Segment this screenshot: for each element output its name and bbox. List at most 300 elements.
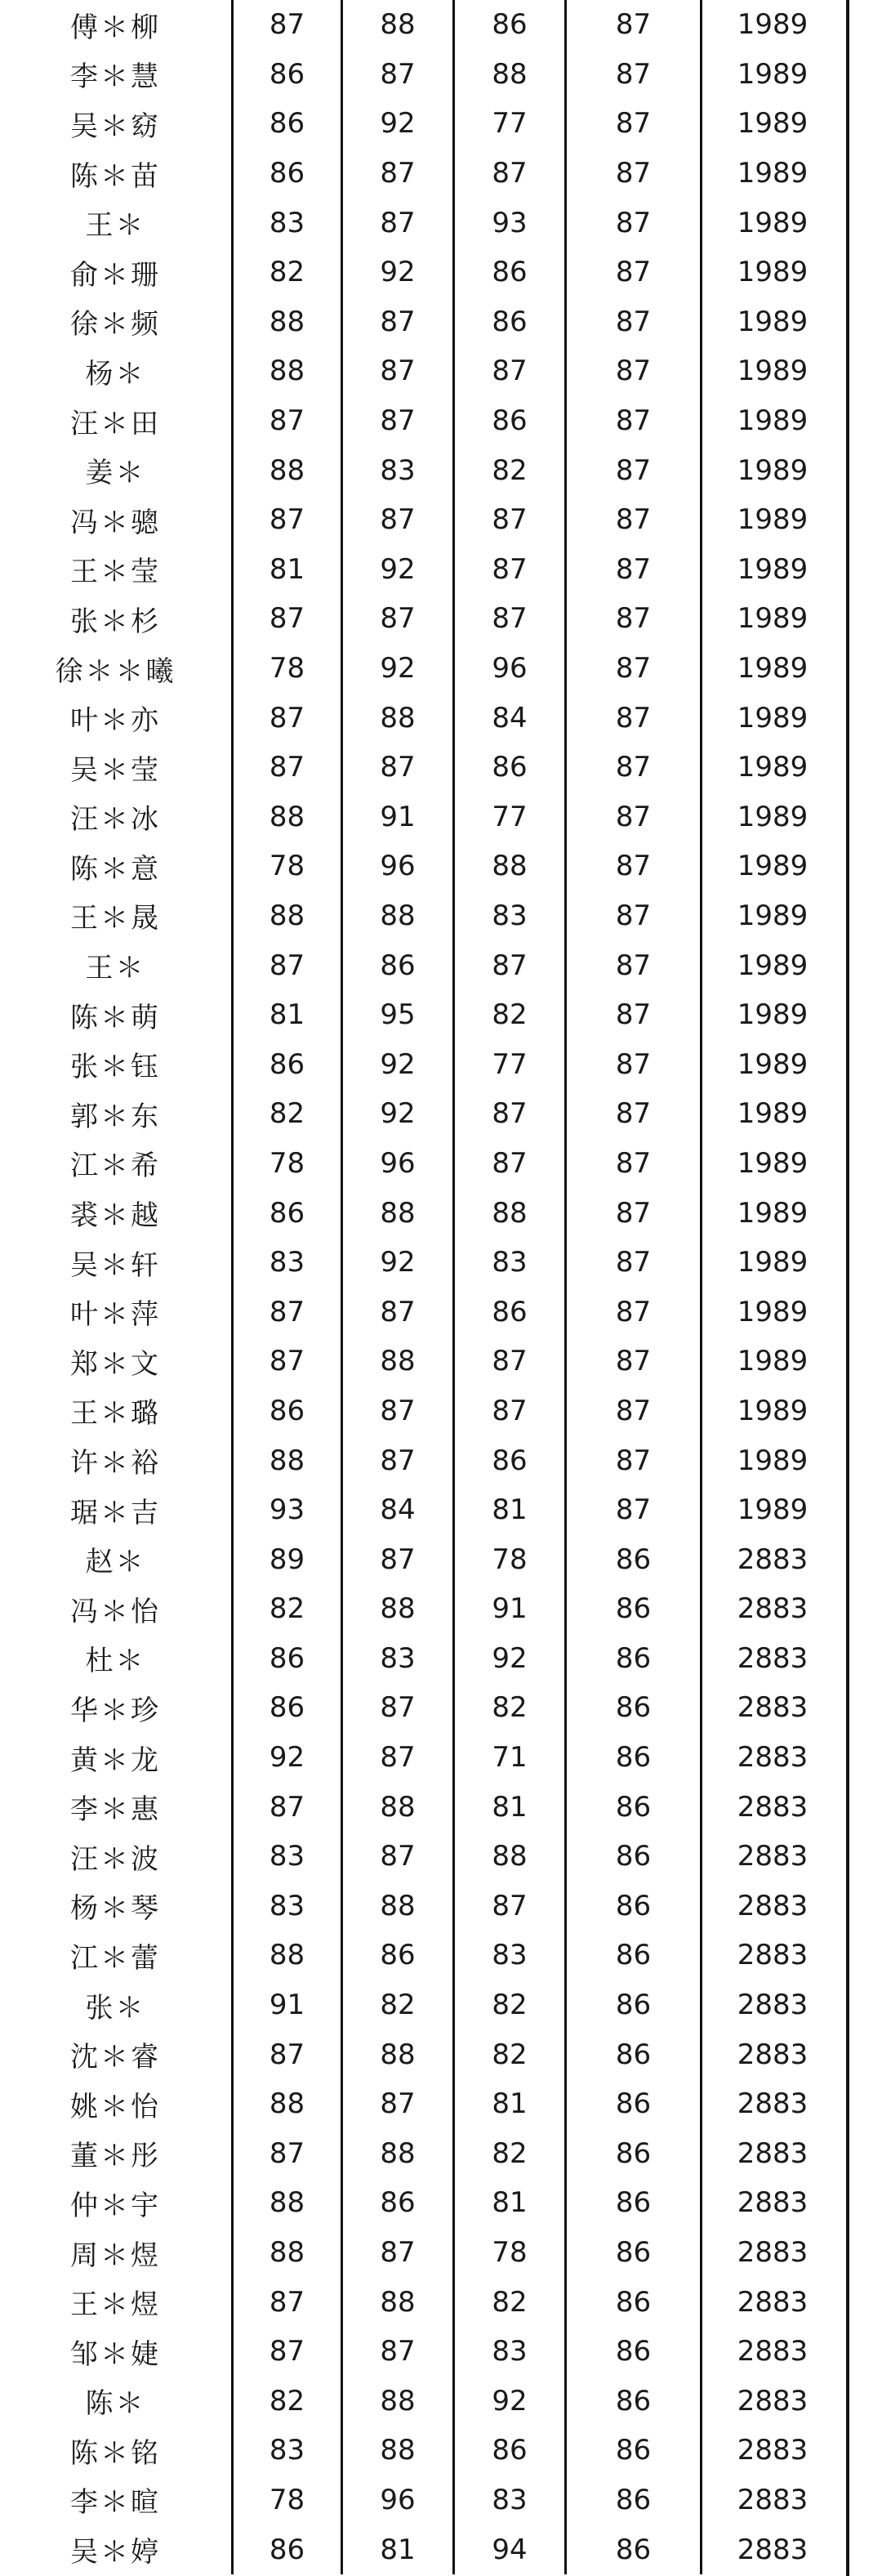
student-name-cell: 裘＊越 [0,1188,234,1238]
rank-cell: 2883 [737,1741,808,1775]
score-2-cell: 88 [343,2377,455,2426]
table-row [0,2029,846,2079]
score-1-cell: 78 [234,644,343,694]
table-row [0,842,846,891]
rank-cell: 1989 [737,8,808,42]
score-3-cell: 82 [455,2129,567,2179]
table-row [0,1782,846,1832]
score-2-cell: 87 [343,495,455,545]
table-row [0,743,846,792]
student-name-cell: 陈＊萌 [0,990,234,1040]
student-name-cell: 仲＊宇 [0,2178,234,2228]
rank-cell: 2883 [737,2335,808,2368]
score-2-cell: 87 [343,1534,455,1584]
average-score-cell: 87 [567,842,702,891]
rank-cell: 1989 [737,355,808,388]
rank-cell: 2883 [737,2186,808,2220]
average-score-cell: 87 [567,891,702,941]
score-2-cell: 87 [343,1287,455,1337]
average-score-cell: 87 [567,693,702,743]
score-1-cell: 78 [234,1139,343,1189]
score-1-cell: 88 [234,346,343,396]
table-row [0,1931,846,1980]
score-2-cell: 86 [343,2178,455,2228]
score-2-cell: 87 [343,2228,455,2278]
average-score-cell: 86 [567,1534,702,1584]
student-name-cell: 张＊杉 [0,594,234,644]
table-row [0,1287,846,1337]
score-3-cell: 87 [455,1139,567,1189]
table-row [0,2426,846,2476]
average-score-cell: 86 [567,1782,702,1832]
table-row [0,940,846,990]
rank-cell: 2883 [737,1840,808,1873]
score-1-cell: 86 [234,1188,343,1238]
student-name-cell: 叶＊亦 [0,693,234,743]
student-name-cell: 徐＊＊曦 [0,644,234,694]
score-3-cell: 83 [455,2476,567,2525]
score-3-cell: 87 [455,1089,567,1139]
student-name-cell: 吴＊窈 [0,99,234,149]
score-2-cell: 84 [343,1485,455,1535]
score-2-cell: 92 [343,248,455,297]
table-row [0,2277,846,2327]
score-1-cell: 88 [234,445,343,495]
score-1-cell: 87 [234,0,343,50]
student-name-cell: 王＊璐 [0,1386,234,1436]
score-2-cell: 88 [343,1188,455,1238]
table-row [0,1089,846,1139]
table-row [0,2525,846,2574]
average-score-cell: 86 [567,2377,702,2426]
rank-cell: 1989 [737,850,808,883]
score-1-cell: 82 [234,248,343,297]
score-1-cell: 88 [234,2178,343,2228]
table-row [0,2079,846,2129]
student-name-cell: 陈＊苗 [0,149,234,199]
score-1-cell: 86 [234,1683,343,1733]
rank-cell: 1989 [737,1493,808,1527]
average-score-cell: 86 [567,1980,702,2030]
table-row [0,0,846,50]
score-1-cell: 78 [234,2476,343,2525]
average-score-cell: 87 [567,545,702,595]
score-2-cell: 92 [343,1238,455,1288]
average-score-cell: 86 [567,2178,702,2228]
score-2-cell: 83 [343,445,455,495]
rank-cell: 2883 [737,2038,808,2071]
rank-cell: 1989 [737,552,808,586]
table-row [0,693,846,743]
score-2-cell: 87 [343,1386,455,1436]
score-3-cell: 86 [455,396,567,446]
table-row [0,1139,846,1189]
score-2-cell: 87 [343,297,455,347]
table-row [0,396,846,446]
score-2-cell: 87 [343,198,455,248]
student-name-cell: 黄＊龙 [0,1733,234,1783]
table-row [0,99,846,149]
score-1-cell: 86 [234,99,343,149]
table-row [0,1733,846,1783]
score-1-cell: 93 [234,1485,343,1535]
score-2-cell: 87 [343,2327,455,2377]
student-name-cell: 李＊惠 [0,1782,234,1832]
rank-cell: 1989 [737,256,808,289]
score-1-cell: 81 [234,990,343,1040]
average-score-cell: 87 [567,1337,702,1386]
student-name-cell: 沈＊睿 [0,2029,234,2079]
score-1-cell: 87 [234,1287,343,1337]
table-row [0,545,846,595]
score-3-cell: 82 [455,1683,567,1733]
score-2-cell: 92 [343,644,455,694]
table-row [0,644,846,694]
score-1-cell: 88 [234,1931,343,1980]
rank-cell: 1989 [737,800,808,833]
score-3-cell: 88 [455,1188,567,1238]
score-2-cell: 88 [343,1882,455,1931]
score-1-cell: 83 [234,2426,343,2476]
score-3-cell: 87 [455,346,567,396]
average-score-cell: 87 [567,99,702,149]
table-row [0,1039,846,1089]
student-name-cell: 王＊晟 [0,891,234,941]
score-1-cell: 88 [234,2079,343,2129]
rank-cell: 1989 [737,57,808,91]
score-2-cell: 87 [343,1733,455,1783]
table-row [0,1435,846,1485]
student-name-cell: 李＊暄 [0,2476,234,2525]
score-2-cell: 87 [343,149,455,199]
table-row [0,1485,846,1535]
table-row [0,1188,846,1238]
score-2-cell: 96 [343,842,455,891]
score-3-cell: 87 [455,1882,567,1931]
score-3-cell: 86 [455,0,567,50]
score-1-cell: 87 [234,2129,343,2179]
average-score-cell: 86 [567,2525,702,2574]
student-name-cell: 吴＊轩 [0,1238,234,1288]
average-score-cell: 87 [567,594,702,644]
average-score-cell: 87 [567,445,702,495]
score-1-cell: 87 [234,693,343,743]
score-3-cell: 82 [455,445,567,495]
rank-cell: 1989 [737,998,808,1032]
rank-cell: 1989 [737,107,808,141]
student-name-cell: 王＊煜 [0,2277,234,2327]
rank-cell: 2883 [737,1641,808,1675]
average-score-cell: 87 [567,0,702,50]
score-1-cell: 88 [234,891,343,941]
table-row [0,1534,846,1584]
score-3-cell: 78 [455,2228,567,2278]
average-score-cell: 87 [567,248,702,297]
average-score-cell: 86 [567,1634,702,1684]
table-row [0,792,846,842]
score-2-cell: 92 [343,545,455,595]
student-name-cell: 张＊ [0,1980,234,2030]
table-row [0,297,846,347]
table-row [0,1238,846,1288]
score-2-cell: 87 [343,594,455,644]
score-2-cell: 88 [343,2426,455,2476]
rank-cell: 2883 [737,1592,808,1626]
score-1-cell: 91 [234,1980,343,2030]
rank-cell: 1989 [737,1196,808,1230]
score-1-cell: 86 [234,149,343,199]
score-3-cell: 77 [455,792,567,842]
score-3-cell: 87 [455,594,567,644]
rank-cell: 1989 [737,1444,808,1477]
student-name-cell: 冯＊怡 [0,1584,234,1634]
student-name-cell: 杨＊琴 [0,1882,234,1931]
score-3-cell: 86 [455,297,567,347]
rank-cell: 2883 [737,2434,808,2467]
rank-cell: 2883 [737,1691,808,1725]
rank-cell: 1989 [737,751,808,784]
score-1-cell: 86 [234,2525,343,2574]
score-3-cell: 78 [455,1534,567,1584]
rank-cell: 1989 [737,949,808,982]
score-3-cell: 87 [455,495,567,545]
average-score-cell: 87 [567,1139,702,1189]
average-score-cell: 87 [567,1089,702,1139]
score-1-cell: 78 [234,842,343,891]
rank-cell: 2883 [737,2136,808,2170]
score-1-cell: 88 [234,2228,343,2278]
score-3-cell: 86 [455,2426,567,2476]
table-row [0,149,846,199]
table-row [0,1683,846,1733]
score-3-cell: 83 [455,891,567,941]
student-name-cell: 李＊慧 [0,50,234,100]
student-name-cell: 陈＊意 [0,842,234,891]
average-score-cell: 87 [567,1238,702,1288]
student-name-cell: 董＊彤 [0,2129,234,2179]
score-3-cell: 88 [455,842,567,891]
score-1-cell: 87 [234,1337,343,1386]
average-score-cell: 87 [567,396,702,446]
score-3-cell: 81 [455,1485,567,1535]
student-name-cell: 徐＊频 [0,297,234,347]
table-row [0,1634,846,1684]
student-name-cell: 傅＊柳 [0,0,234,50]
average-score-cell: 87 [567,149,702,199]
student-name-cell: 郭＊东 [0,1089,234,1139]
score-3-cell: 83 [455,1238,567,1288]
average-score-cell: 86 [567,2327,702,2377]
score-3-cell: 83 [455,2327,567,2377]
student-name-cell: 江＊希 [0,1139,234,1189]
score-2-cell: 87 [343,346,455,396]
student-name-cell: 姜＊ [0,445,234,495]
rank-cell: 2883 [737,2384,808,2418]
table-row [0,594,846,644]
score-3-cell: 86 [455,743,567,792]
rank-cell: 1989 [737,157,808,190]
student-name-cell: 王＊ [0,198,234,248]
average-score-cell: 86 [567,2228,702,2278]
score-1-cell: 83 [234,1238,343,1288]
student-name-cell: 杜＊ [0,1634,234,1684]
rank-cell: 2883 [737,2087,808,2121]
average-score-cell: 87 [567,297,702,347]
rank-cell: 1989 [737,453,808,487]
student-name-cell: 冯＊骢 [0,495,234,545]
score-2-cell: 82 [343,1980,455,2030]
average-score-cell: 87 [567,1188,702,1238]
score-2-cell: 95 [343,990,455,1040]
score-3-cell: 87 [455,545,567,595]
average-score-cell: 87 [567,1386,702,1436]
student-name-cell: 汪＊田 [0,396,234,446]
table-row [0,50,846,100]
student-name-cell: 陈＊ [0,2377,234,2426]
score-2-cell: 88 [343,2029,455,2079]
table-row [0,248,846,297]
score-2-cell: 88 [343,693,455,743]
student-name-cell: 汪＊冰 [0,792,234,842]
average-score-cell: 87 [567,940,702,990]
rank-cell: 2883 [737,2285,808,2319]
student-name-cell: 周＊煜 [0,2228,234,2278]
score-2-cell: 87 [343,1683,455,1733]
score-1-cell: 87 [234,743,343,792]
student-name-cell: 汪＊波 [0,1832,234,1882]
score-3-cell: 86 [455,1435,567,1485]
student-name-cell: 赵＊ [0,1534,234,1584]
average-score-cell: 87 [567,495,702,545]
table-row [0,1980,846,2030]
score-3-cell: 81 [455,1782,567,1832]
average-score-cell: 86 [567,2079,702,2129]
rank-cell: 2883 [737,2533,808,2566]
rank-cell: 1989 [737,503,808,537]
score-2-cell: 88 [343,0,455,50]
score-1-cell: 87 [234,495,343,545]
score-2-cell: 87 [343,1435,455,1485]
score-1-cell: 87 [234,396,343,446]
rank-cell: 1989 [737,404,808,438]
rank-cell: 1989 [737,701,808,734]
table-row [0,1386,846,1436]
rank-cell: 2883 [737,1889,808,1922]
average-score-cell: 86 [567,1683,702,1733]
student-name-cell: 张＊钰 [0,1039,234,1089]
student-name-cell: 叶＊萍 [0,1287,234,1337]
score-1-cell: 87 [234,594,343,644]
average-score-cell: 87 [567,50,702,100]
score-3-cell: 81 [455,2079,567,2129]
score-2-cell: 87 [343,2079,455,2129]
score-1-cell: 82 [234,1089,343,1139]
rank-cell: 2883 [737,2236,808,2270]
rank-cell: 1989 [737,305,808,338]
table-row [0,445,846,495]
table-row [0,1882,846,1931]
score-1-cell: 86 [234,1386,343,1436]
score-2-cell: 96 [343,1139,455,1189]
score-1-cell: 89 [234,1534,343,1584]
student-name-cell: 俞＊珊 [0,248,234,297]
score-1-cell: 92 [234,1733,343,1783]
score-2-cell: 92 [343,1089,455,1139]
score-2-cell: 87 [343,396,455,446]
average-score-cell: 87 [567,198,702,248]
average-score-cell: 86 [567,1584,702,1634]
average-score-cell: 87 [567,743,702,792]
table-row [0,2327,846,2377]
average-score-cell: 86 [567,1733,702,1783]
score-1-cell: 88 [234,297,343,347]
score-2-cell: 81 [343,2525,455,2574]
score-3-cell: 82 [455,2277,567,2327]
score-1-cell: 87 [234,940,343,990]
average-score-cell: 87 [567,644,702,694]
rank-cell: 2883 [737,1542,808,1576]
score-1-cell: 81 [234,545,343,595]
rank-cell: 1989 [737,652,808,685]
rank-cell: 1989 [737,1097,808,1131]
student-name-cell: 许＊裕 [0,1435,234,1485]
table-row [0,1337,846,1386]
score-2-cell: 88 [343,1337,455,1386]
rank-cell: 1989 [737,1394,808,1427]
table-row [0,990,846,1040]
score-2-cell: 88 [343,1782,455,1832]
rank-cell: 2883 [737,1939,808,1972]
score-3-cell: 82 [455,990,567,1040]
score-3-cell: 86 [455,1287,567,1337]
score-2-cell: 88 [343,2129,455,2179]
score-2-cell: 88 [343,1584,455,1634]
score-2-cell: 83 [343,1634,455,1684]
student-name-cell: 琚＊吉 [0,1485,234,1535]
average-score-cell: 86 [567,2129,702,2179]
score-1-cell: 87 [234,2029,343,2079]
average-score-cell: 87 [567,792,702,842]
score-1-cell: 86 [234,50,343,100]
student-name-cell: 陈＊铭 [0,2426,234,2476]
score-1-cell: 82 [234,1584,343,1634]
average-score-cell: 87 [567,1435,702,1485]
student-name-cell: 江＊蕾 [0,1931,234,1980]
table-row [0,2178,846,2228]
score-3-cell: 96 [455,644,567,694]
score-1-cell: 83 [234,1832,343,1882]
score-1-cell: 87 [234,1782,343,1832]
score-2-cell: 87 [343,50,455,100]
table-row [0,2129,846,2179]
student-name-cell: 王＊莹 [0,545,234,595]
score-1-cell: 88 [234,792,343,842]
score-3-cell: 82 [455,2029,567,2079]
rank-cell: 1989 [737,1047,808,1081]
score-3-cell: 92 [455,2377,567,2426]
score-1-cell: 83 [234,1882,343,1931]
average-score-cell: 86 [567,1832,702,1882]
score-2-cell: 88 [343,2277,455,2327]
student-name-cell: 邹＊婕 [0,2327,234,2377]
score-3-cell: 77 [455,1039,567,1089]
score-2-cell: 92 [343,1039,455,1089]
score-3-cell: 93 [455,198,567,248]
table-row [0,2228,846,2278]
average-score-cell: 86 [567,1931,702,1980]
average-score-cell: 87 [567,1485,702,1535]
score-2-cell: 86 [343,940,455,990]
